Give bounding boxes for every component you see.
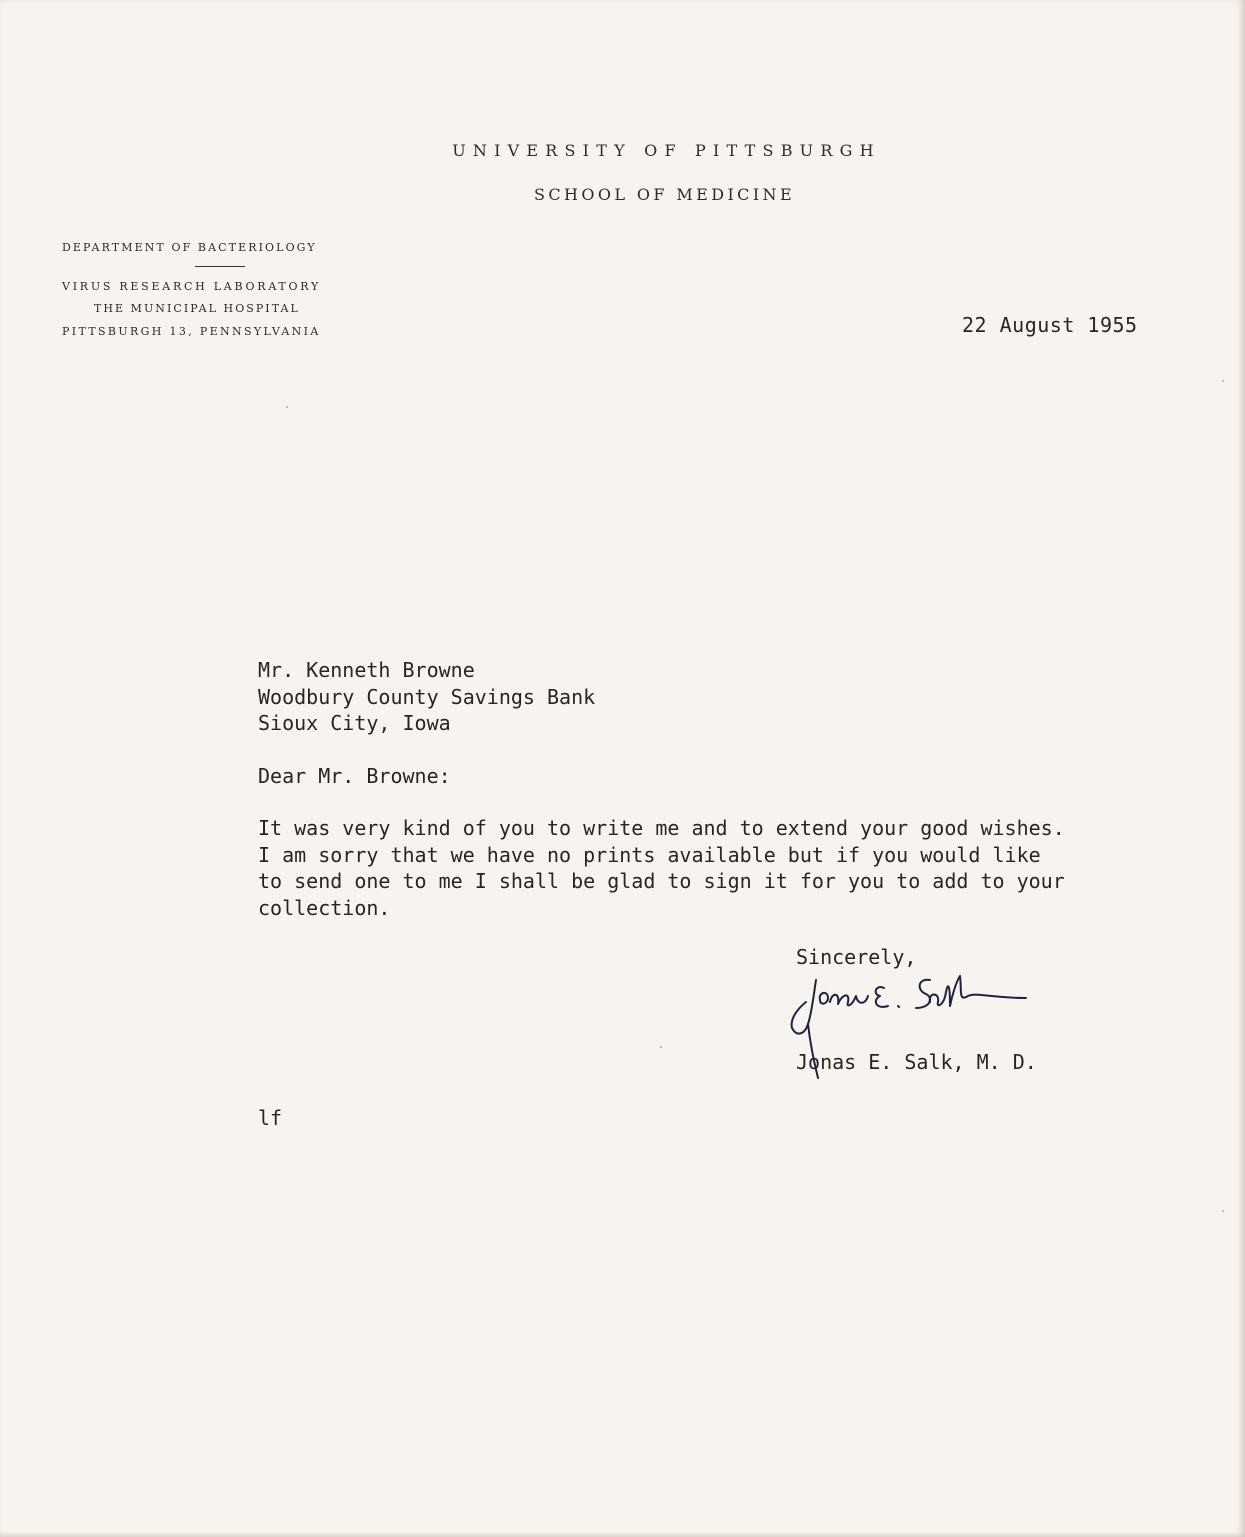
paper-speck [1222, 380, 1224, 382]
letterhead-university: UNIVERSITY OF PITTSBURGH [452, 141, 881, 160]
signer-name: Jonas E. Salk, M. D. [796, 1050, 1037, 1074]
letterhead-school: SCHOOL OF MEDICINE [533, 185, 796, 204]
letterhead-divider [195, 266, 245, 267]
letterhead-laboratory: VIRUS RESEARCH LABORATORY [62, 280, 321, 293]
recipient-name: Mr. Kenneth Browne [258, 658, 475, 682]
body-line: collection. [258, 895, 391, 920]
paper-speck [1222, 1210, 1224, 1212]
letterhead-hospital: THE MUNICIPAL HOSPITAL [94, 302, 300, 315]
paper-speck [660, 1046, 662, 1048]
letter-date: 22 August 1955 [962, 313, 1138, 337]
body-line: I am sorry that we have no prints available but if you would like [258, 842, 1041, 867]
recipient-organization: Woodbury County Savings Bank [258, 684, 596, 709]
body-line: It was very kind of you to write me and to extend your good wishes. [258, 816, 1065, 840]
typist-initials: lf [258, 1106, 283, 1130]
letter-body [258, 815, 1065, 921]
recipient-address [258, 657, 595, 737]
letterhead-city: PITTSBURGH 13, PENNSYLVANIA [62, 325, 321, 338]
paper-speck [286, 406, 288, 408]
closing: Sincerely, [796, 945, 917, 969]
recipient-city: Sioux City, Iowa [258, 711, 451, 735]
salutation: Dear Mr. Browne: [258, 764, 451, 788]
body-line: to send one to me I shall be glad to sign it for you to add to your [258, 869, 1065, 893]
handwritten-signature [780, 962, 1040, 1084]
letterhead-department: DEPARTMENT OF BACTERIOLOGY [62, 241, 317, 254]
